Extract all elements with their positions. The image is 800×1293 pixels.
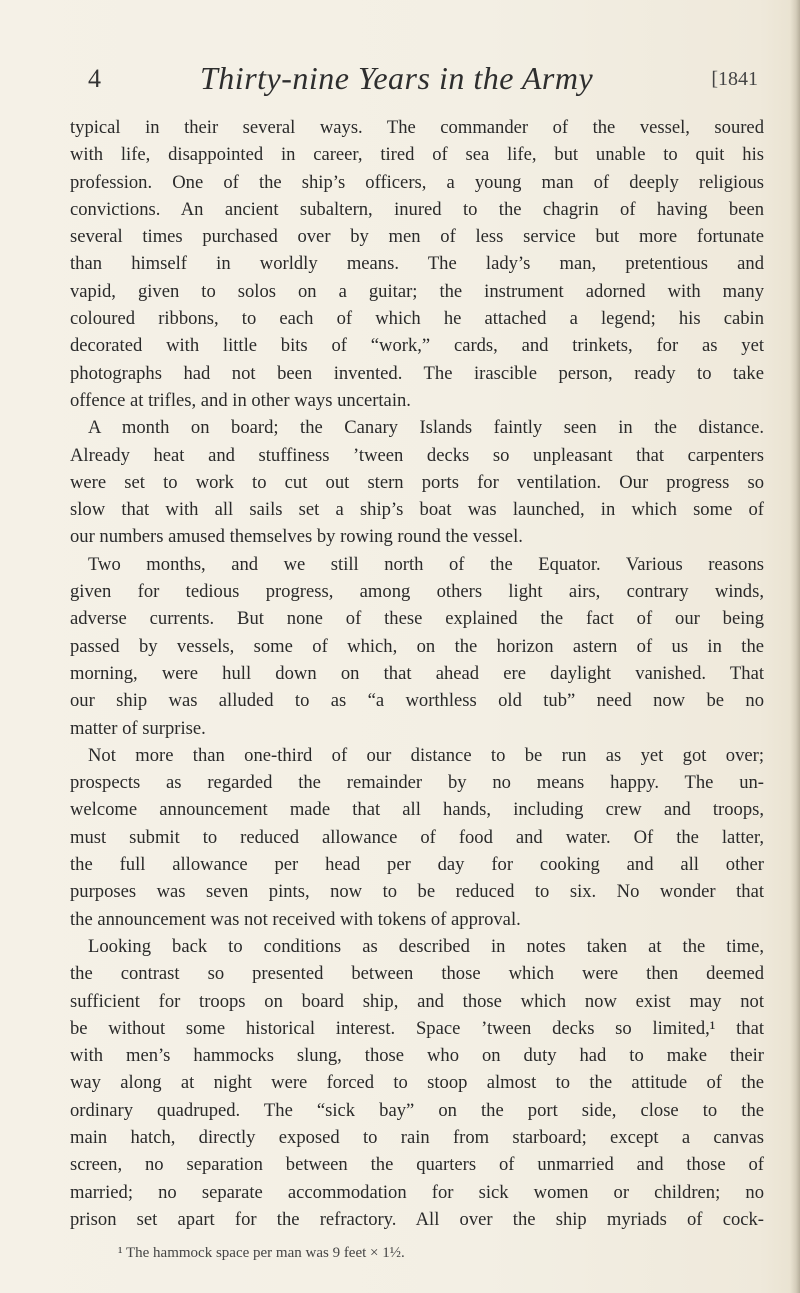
text-line: typical in their several ways. The commander of the vessel, soured — [70, 117, 764, 138]
header-year: [1841 — [711, 68, 758, 90]
body-text — [70, 114, 764, 1233]
text-line: screen, no separation between the quarters of unmarried and those of — [70, 1154, 764, 1176]
text-line: prison set apart for the refractory. All over the ship myriads of cock- — [70, 1208, 764, 1230]
text-line: the announcement was not received with tokens of approval. — [70, 908, 521, 930]
text-line: ordinary quadruped. The “sick bay” on the port side, close to the — [70, 1099, 764, 1121]
text-line: coloured ribbons, to each of which he attached a legend; his cabin — [70, 308, 764, 330]
text-line: our numbers amused themselves by rowing round the vessel. — [70, 526, 523, 548]
text-line: the full allowance per head per day for cooking and all other — [70, 854, 764, 876]
text-line: must submit to reduced allowance of food and water. Of the latter, — [70, 826, 764, 848]
text-line: Not more than one-third of our distance to be run as yet got over; — [88, 744, 764, 766]
text-line: vapid, given to solos on a guitar; the instrument adorned with many — [70, 280, 764, 302]
text-line: with life, disappointed in career, tired of sea life, but unable to quit his — [70, 144, 764, 166]
text-line: with men’s hammocks slung, those who on duty had to make their — [70, 1045, 764, 1067]
text-line: slow that with all sails set a ship’s boat was launched, in which some of — [70, 499, 764, 521]
footnote: ¹ The hammock space per man was 9 feet × 1½. — [118, 1245, 405, 1261]
text-line: purposes was seven pints, now to be reduced to six. No wonder that — [70, 881, 764, 903]
text-line: convictions. An ancient subaltern, inured to the chagrin of having been — [70, 198, 764, 220]
text-line: than himself in worldly means. The lady’s man, pretentious and — [70, 253, 764, 275]
text-line: be without some historical interest. Space ’tween decks so limited,¹ that — [70, 1017, 764, 1039]
page-header — [88, 58, 758, 98]
text-line: Looking back to conditions as described in notes taken at the time, — [88, 935, 764, 957]
text-line: sufficient for troops on board ship, and those which now exist may not — [70, 990, 764, 1012]
text-line: photographs had not been invented. The irascible person, ready to take — [70, 362, 764, 384]
running-title: Thirty-nine Years in the Army — [200, 60, 594, 96]
text-line: way along at night were forced to stoop almost to the attitude of the — [70, 1072, 764, 1094]
text-line: profession. One of the ship’s officers, a young man of deeply religious — [70, 171, 764, 193]
page-edge-shadow — [790, 0, 800, 1293]
text-line: Already heat and stuffiness ’tween decks so unpleasant that carpenters — [70, 444, 764, 466]
text-line: main hatch, directly exposed to rain from starboard; except a canvas — [70, 1126, 764, 1148]
text-line: were set to work to cut out stern ports for ventilation. Our progress so — [70, 471, 764, 493]
text-line: passed by vessels, some of which, on the horizon astern of us in the — [70, 635, 764, 657]
text-line: several times purchased over by men of less service but more fortunate — [70, 226, 764, 248]
text-line: the contrast so presented between those which were then deemed — [70, 963, 764, 985]
text-line: A month on board; the Canary Islands faintly seen in the distance. — [88, 417, 764, 439]
text-line: Two months, and we still north of the Equator. Various reasons — [88, 553, 764, 575]
text-line: adverse currents. But none of these explained the fact of our being — [70, 608, 764, 630]
text-line: our ship was alluded to as “a worthless old tub” need now be no — [70, 690, 764, 712]
text-line: offence at trifles, and in other ways uncertain. — [70, 389, 411, 411]
text-line: matter of surprise. — [70, 717, 206, 739]
text-line: prospects as regarded the remainder by no means happy. The un- — [70, 772, 764, 794]
page-number: 4 — [88, 64, 101, 93]
text-line: morning, were hull down on that ahead ere daylight vanished. That — [70, 662, 764, 684]
text-line: given for tedious progress, among others light airs, contrary winds, — [70, 581, 764, 603]
text-line: married; no separate accommodation for sick women or children; no — [70, 1181, 764, 1203]
text-line: decorated with little bits of “work,” cards, and trinkets, for as yet — [70, 335, 764, 357]
text-line: welcome announcement made that all hands, including crew and troops, — [70, 799, 764, 821]
